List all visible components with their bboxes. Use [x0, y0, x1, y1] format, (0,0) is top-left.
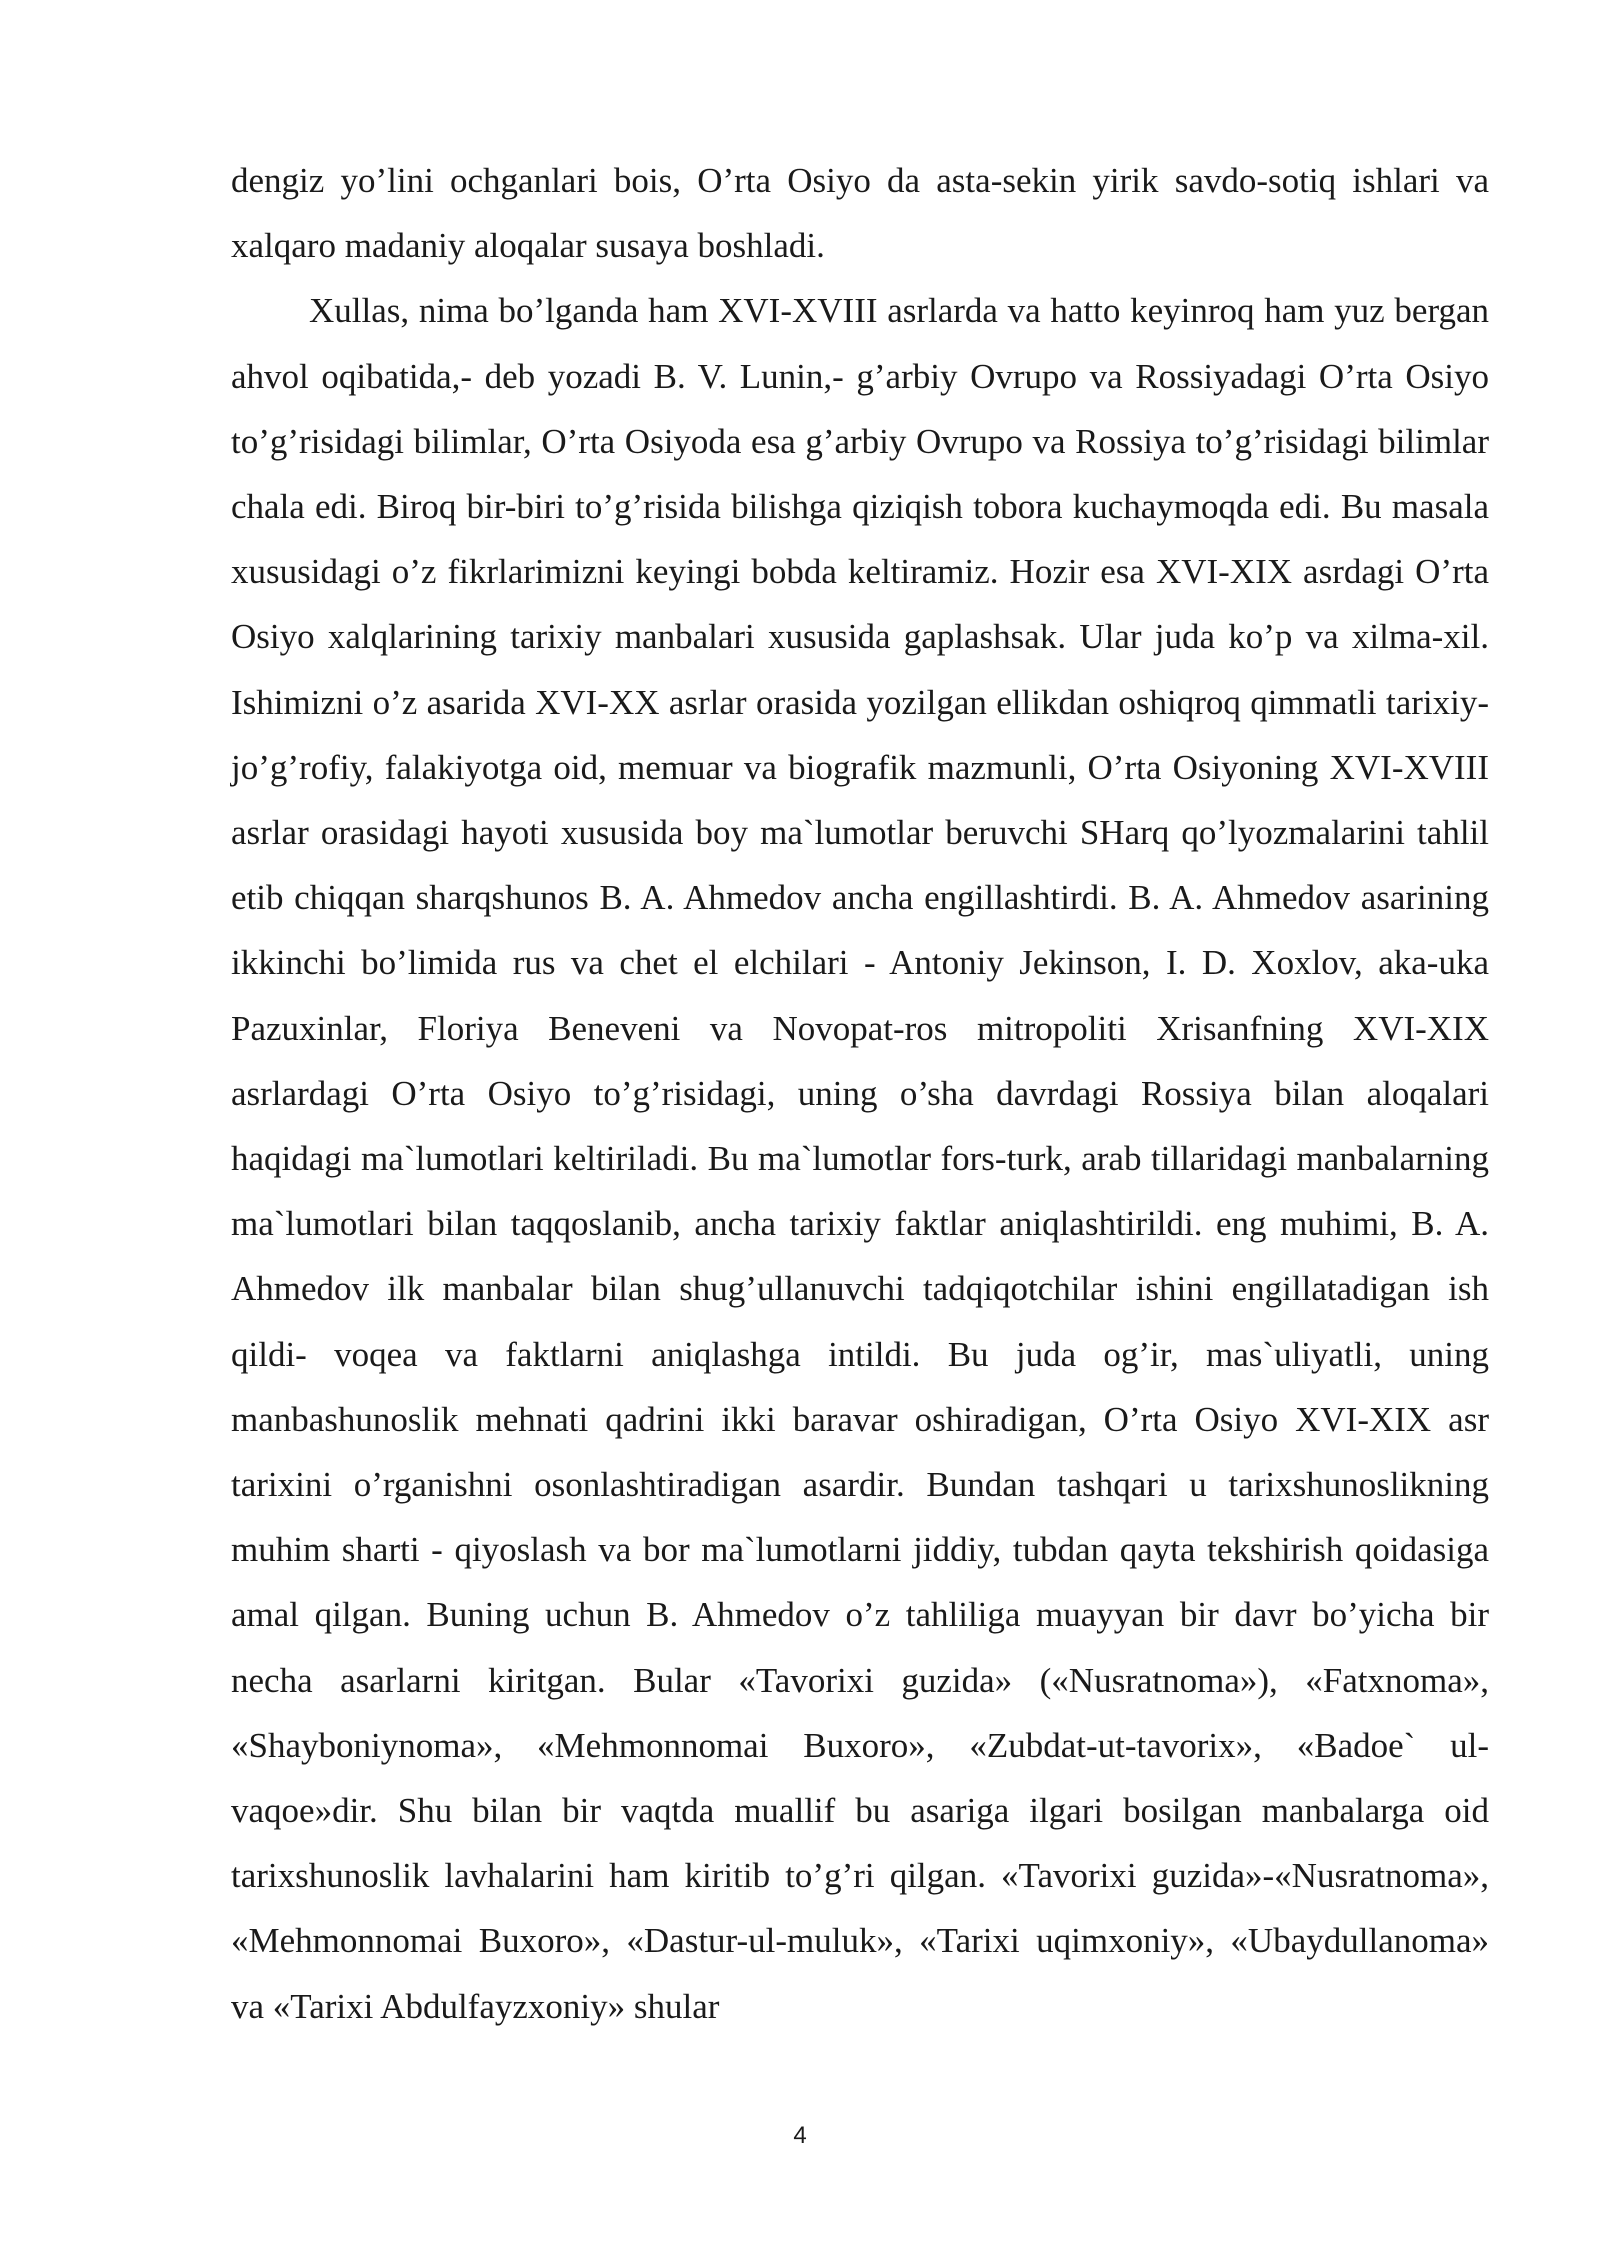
paragraph-main: Xullas, nima bo’lganda ham XVI-XVIII asrlarda va hatto keyinroq ham yuz bergan ahvol oqibatida,- deb yozadi B. V. Lunin,- g’arbiy Ovrupo va Rossiyadagi O’rta Osiyo to’g’risidagi bilimlar, O’rta Osiyoda esa g’arbiy Ovrupo va Rossiya to’g’risidagi bilimlar chala edi. Biroq bir-biri to’g’risida bilishga qiziqish tobora kuchaymoqda edi. Bu masala xususidagi o’z fikrlarimizni keyingi bobda keltiramiz. Hozir esa XVI-XIX asrdagi O’rta Osiyo xalqlarining tarixiy manbalari xususida gaplashsak. Ular juda ko’p va xilma-xil. Ishimizni o’z asarida XVI-XX asrlar orasida yozilgan ellikdan oshiqroq qimmatli tarixiy-jo’g’rofiy, falakiyotga oid, memuar va biografik mazmunli, O’rta Osiyoning XVI-XVIII asrlar orasidagi hayoti xususida boy ma`lumotlar beruvchi SHarq qo’lyozmalarini tahlil etib chiqqan sharqshunos B. A. Ahmedov ancha engillashtirdi. B. A. Ahmedov asarining ikkinchi bo’limida rus va chet el elchilari - Antoniy Jekinson, I. D. Xoxlov, aka-uka Pazuxinlar, Floriya Beneveni va Novopat-ros mitropoliti Xrisanfning XVI-XIX asrlardagi O’rta Osiyo to’g’risidagi, uning o’sha davrdagi Rossiya bilan aloqalari haqidagi ma`lumotlari keltiriladi. Bu ma`lumotlar fors-turk, arab tillaridagi manbalarning ma`lumotlari bilan taqqoslanib, ancha tarixiy faktlar aniqlashtirildi. eng muhimi, B. A. Ahmedov ilk manbalar bilan shug’ullanuvchi tadqiqotchilar ishini engillatadigan ish qildi- voqea va faktlarni aniqlashga intildi. Bu juda og’ir, mas`uliyatli, uning manbashunoslik mehnati qadrini ikki baravar oshiradigan, O’rta Osiyo XVI-XIX asr tarixini o’rganishni osonlashtiradigan asardir. Bundan tashqari u tarixshunoslikning muhim sharti - qiyoslash va bor ma`lumotlarni jiddiy, tubdan qayta tekshirish qoidasiga amal qilgan. Buning uchun B. Ahmedov o’z tahliliga muayyan bir davr bo’yicha bir necha asarlarni kiritgan. Bular «Tavorixi guzida» («Nusratnoma»), «Fatxnoma», «Shayboniynoma», «Mehmonnomai Buxoro», «Zubdat-ut-tavorix», «Badoe` ul-vaqoe»dir. Shu bilan bir vaqtda muallif bu asariga ilgari bosilgan manbalarga oid tarixshunoslik lavhalarini ham kiritib to’g’ri qilgan. «Tavorixi guzida»-«Nusratnoma», «Mehmonnomai Buxoro», «Dastur-ul-muluk», «Tarixi uqimxoniy», «Ubaydullanoma» va «Tarixi Abdulfayzxoniy» shular	[231, 291, 1489, 2026]
paragraph-continuation: dengiz yo’lini ochganlari bois, O’rta Osiyo da asta-sekin yirik savdo-sotiq ishlari va xalqaro madaniy aloqalar susaya boshladi.	[231, 161, 1489, 266]
page-number: 4	[793, 2122, 807, 2149]
document-page	[231, 148, 1489, 2039]
